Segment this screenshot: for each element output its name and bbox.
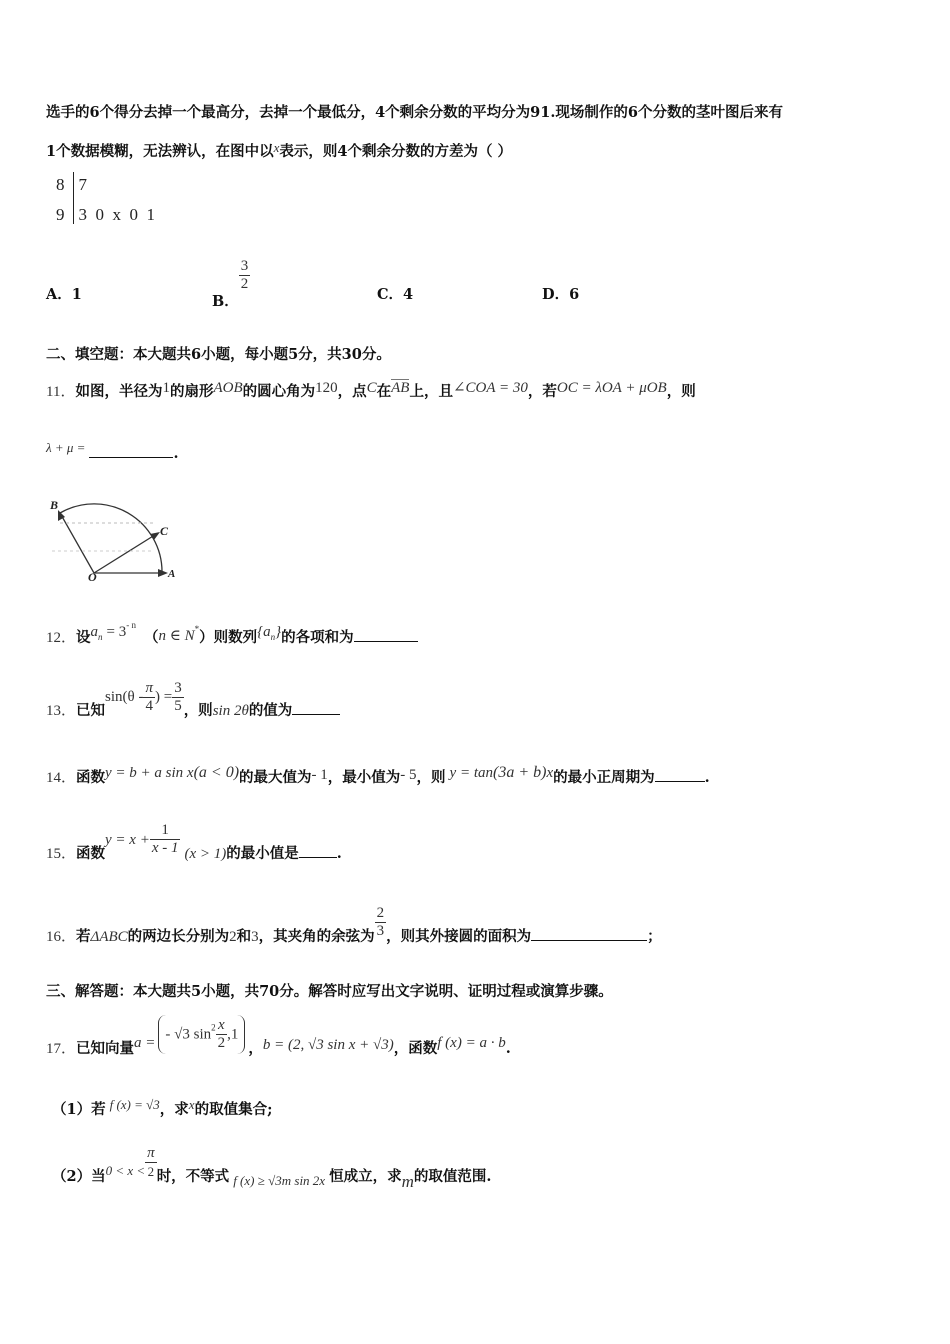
- label-a: A: [168, 568, 176, 580]
- q15-fn: y = x +: [105, 831, 150, 848]
- q17-p1-x: x: [188, 1097, 195, 1112]
- q11-end: .: [173, 445, 179, 462]
- q11-line: [46, 378, 696, 401]
- q14-fn2: y = tan: [449, 765, 493, 781]
- q16-frac-num: 2: [376, 905, 385, 921]
- q12-t1: 设: [76, 629, 91, 646]
- q12-seq: {a: [257, 624, 271, 640]
- q15-t1: 函数: [76, 844, 106, 862]
- q11-point-c: C: [366, 380, 377, 396]
- q14-number: 14．: [46, 770, 77, 786]
- q11-blank: [89, 443, 173, 458]
- q17-p2-end: 的取值范围.: [413, 1167, 492, 1185]
- q14-t4: ，则: [416, 769, 446, 786]
- option-d: D．6: [542, 286, 580, 303]
- q13-close: ) =: [154, 688, 173, 705]
- frac-den: 2: [240, 276, 249, 292]
- q16-frac-den: 3: [376, 923, 385, 939]
- q17-p2-t2: 恒成立，求: [329, 1167, 402, 1185]
- arrow-a: [158, 569, 168, 577]
- q13-frac-pi4: [143, 680, 155, 715]
- q10-line2-b: 表示，则4个剩余分数的方差为（ ）: [279, 143, 513, 160]
- q17-comma: ，: [248, 1039, 263, 1057]
- q13-sin2: sin 2θ: [212, 702, 249, 719]
- q11-vector-eq: OC = λOA + μOB: [556, 380, 667, 396]
- q15-number: 15．: [46, 845, 77, 862]
- q17-end: .: [505, 1039, 511, 1057]
- q13-three: 3: [174, 680, 182, 696]
- q16-two: 2: [229, 928, 237, 945]
- q16-end: ；: [647, 927, 662, 945]
- q11-t8: ，则: [666, 383, 696, 400]
- q15-t2: 的最小值是: [226, 844, 299, 862]
- q14-end: .: [704, 769, 710, 786]
- q16-t4: ，其夹角的余弦为: [258, 927, 375, 945]
- q17-fx: f (x) = a · b: [437, 1034, 506, 1051]
- stem-divider: [73, 172, 74, 224]
- q13-frac-35: [172, 680, 184, 715]
- q12-sub-n: n: [98, 632, 103, 642]
- option-b: [212, 258, 250, 310]
- label-c: C: [160, 524, 169, 538]
- q14-t2: 的最大值为: [239, 769, 312, 786]
- q17-part2: [52, 1145, 492, 1191]
- q15-frac: [150, 822, 181, 857]
- q13-number: 13．: [46, 702, 77, 719]
- q11-arc: AB: [391, 380, 410, 396]
- q13-pi: π: [145, 680, 153, 696]
- q12-blank: [354, 627, 418, 642]
- q11-t5: 在: [376, 383, 392, 400]
- q17-x: x: [216, 1017, 228, 1035]
- q12-star: *: [194, 624, 200, 634]
- q11-answer-line: [46, 440, 179, 462]
- q15-den: x - 1: [151, 840, 179, 856]
- q11-t6: 上，且: [409, 383, 453, 400]
- q17-vec-a-1: - √3 sin: [165, 1026, 212, 1043]
- q14-t1: 函数: [76, 769, 106, 786]
- q14-max: - 1: [311, 767, 328, 783]
- leaf-row-9: 3 0 x 0 1: [78, 205, 155, 224]
- leaf-row-8: 7: [78, 175, 87, 194]
- section-3-heading: 三、解答题：本大题共5小题，共70分。解答时应写出文字说明、证明过程或演算步骤。: [46, 983, 613, 1000]
- section-2-heading: 二、填空题：本大题共6小题，每小题5分，共30分。: [46, 346, 391, 363]
- arrow-c: [150, 532, 160, 540]
- q17-p2-m: m: [401, 1171, 414, 1191]
- q17-p2-t1: 时，不等式: [156, 1167, 230, 1185]
- q12-t3: ）则数列: [199, 629, 258, 646]
- stem-8: 8: [56, 175, 65, 194]
- q11-number: 11．: [46, 384, 76, 400]
- q13-t2: ，则: [183, 701, 213, 719]
- q17-vec-b: b = (2, √3 sin x + √3): [262, 1036, 394, 1053]
- q17-frac-x2: [216, 1017, 228, 1052]
- q12-a: a: [90, 624, 99, 640]
- q10-line2-a: 1个数据模糊，无法辨认，在图中以: [46, 143, 274, 160]
- q14-blank: [655, 767, 705, 782]
- q17-p2-ineq: f (x) ≥ √3m sin 2x: [233, 1172, 326, 1188]
- q14-t5: 的最小正周期为: [553, 769, 655, 786]
- q14-min: - 5: [400, 767, 417, 783]
- q15-one: 1: [150, 822, 181, 840]
- stem-leaf-plot: [56, 170, 155, 230]
- q13-four: 4: [145, 698, 153, 714]
- q17-p1-end: 的取值集合;: [194, 1101, 273, 1118]
- q12-cond: n ∈ N: [158, 628, 195, 644]
- q11-answer-expr: λ + μ =: [46, 440, 86, 455]
- option-c: C．4: [377, 286, 414, 303]
- q11-angle: 120: [315, 380, 338, 396]
- q17-square: 2: [211, 1022, 216, 1033]
- q11-aob: AOB: [213, 380, 243, 396]
- q12-seq-sub: n: [270, 632, 276, 642]
- q17-p1-expr: f (x) = √3: [109, 1097, 160, 1112]
- q11-t1: 如图，半径为: [75, 383, 163, 400]
- segment-oc: [94, 533, 158, 573]
- q13-five: 5: [174, 698, 182, 714]
- q15-blank: [299, 843, 337, 858]
- option-b-label: B．: [212, 292, 239, 310]
- q17-part1: [52, 1097, 272, 1119]
- q16-frac: [375, 905, 387, 940]
- q17-t2: ，函数: [393, 1039, 438, 1057]
- q17-vec-a-2: ,1: [227, 1026, 239, 1043]
- label-b: B: [50, 498, 59, 512]
- stem-9: 9: [56, 205, 65, 224]
- q12-seq-end: }: [275, 624, 282, 640]
- q14-arg: (3a + b): [493, 764, 547, 781]
- q12-exp: - n: [126, 620, 136, 630]
- q11-t3: 的圆心角为: [242, 383, 316, 400]
- q14-line: [46, 764, 710, 787]
- q16-t5: ，则其外接圆的面积为: [386, 927, 532, 945]
- q17-vec-a-paren: [158, 1015, 245, 1054]
- q14-fn: y = b + a sin x: [105, 765, 194, 781]
- q12-number: 12．: [46, 630, 77, 646]
- q16-three: 3: [251, 928, 259, 945]
- q17-p2-range: 0 < x <: [105, 1162, 146, 1178]
- q17-p1-t: ，求: [159, 1101, 189, 1118]
- q16-blank: [531, 926, 647, 941]
- q17-line: [46, 1005, 511, 1057]
- q16-t2: 的两边长分别为: [127, 927, 230, 945]
- q11-t7: ，若: [527, 383, 557, 400]
- q12-t4: 的各项和为: [281, 629, 354, 646]
- q11-radius: 1: [162, 380, 170, 396]
- q17-number: 17．: [46, 1040, 77, 1057]
- q12-t2: （: [143, 629, 159, 646]
- q11-t4: ，点: [337, 383, 367, 400]
- q14-x: x: [546, 765, 554, 781]
- label-o: O: [88, 570, 97, 583]
- q15-end: .: [336, 844, 342, 862]
- q16-number: 16．: [46, 928, 77, 945]
- q16-t3: 和: [236, 927, 252, 945]
- q12-eq: = 3: [106, 624, 127, 640]
- q10-x: x: [273, 140, 280, 155]
- q14-t3: ，最小值为: [327, 769, 401, 786]
- q13-blank: [292, 700, 340, 715]
- q11-t2: 的扇形: [169, 383, 214, 400]
- q13-t3: 的值为: [248, 701, 293, 719]
- option-a: A．1: [46, 286, 82, 303]
- q13-expr: [105, 680, 184, 714]
- q16-line: [46, 895, 662, 945]
- q17-p2-pi: π: [147, 1145, 155, 1161]
- q17-two: 2: [217, 1035, 226, 1051]
- q11-angle-coa: ∠COA = 30: [452, 380, 528, 396]
- q15-cond: (x > 1): [184, 845, 227, 862]
- q15-line: [46, 812, 342, 862]
- q13-t1: 已知: [76, 701, 106, 719]
- q13-line: [46, 670, 340, 719]
- q17-p2-frac: [145, 1145, 157, 1180]
- q17-t1: 已知向量: [76, 1039, 135, 1057]
- frac-num: 3: [240, 258, 249, 274]
- q10-line2: [46, 140, 512, 161]
- q17-p2-two: 2: [147, 1164, 155, 1179]
- q17-p2-label: （2）当: [52, 1167, 106, 1185]
- q14-cond: (a < 0): [193, 764, 240, 781]
- q16-triangle: ΔABC: [90, 928, 128, 945]
- q17-vec-a: a =: [134, 1034, 156, 1051]
- option-b-fraction: [239, 258, 251, 293]
- q16-t1: 若: [76, 927, 91, 945]
- q10-line1: 选手的6个得分去掉一个最高分，去掉一个最低分，4个剩余分数的平均分为91.现场制作的6个分数的茎叶图后来有: [46, 104, 783, 121]
- q13-sin: sin(θ -: [105, 688, 144, 705]
- q12-line: [46, 620, 418, 647]
- sector-figure: [44, 493, 184, 583]
- q17-p1-label: （1）若: [52, 1101, 106, 1118]
